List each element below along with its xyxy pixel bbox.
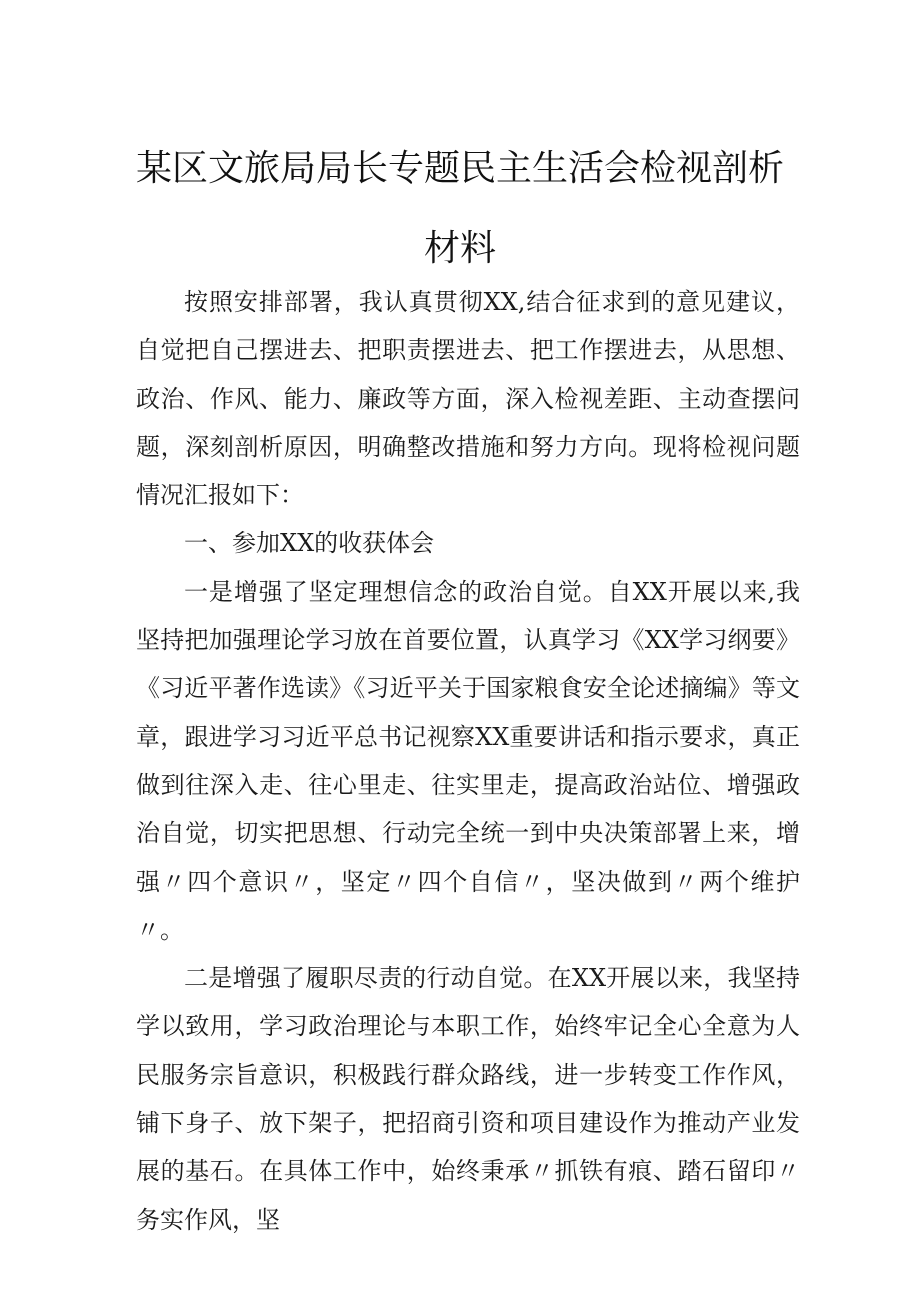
document-body (136, 278, 800, 1244)
section-heading-1: 一、参加XX的收获体会 (184, 529, 435, 558)
document-title-line-2: 材料 (423, 228, 496, 269)
document-title-line-1: 某区文旅局局长专题民主生活会检视剖析 (135, 148, 784, 189)
paragraph-point-2: 二是增强了履职尽责的行动自觉。在XX开展以来，我坚持学以致用，学习政治理论与本职工作，始终牢记全心全意为人民服务宗旨意识，积极践行群众路线，进一步转变工作作风，铺下身子、放下架子，把招商引资和项目建设作为推动产业发展的基石。在具体工作中，始终秉承〃抓铁有痕、踏石留印〃务实作风，坚 (136, 964, 800, 1234)
paragraph-point-1: 一是增强了坚定理想信念的政治自觉。自XX开展以来,我坚持把加强理论学习放在首要位置，认真学习《XX学习纲要》《习近平著作选读》《习近平关于国家粮食安全论述摘编》等文章，跟进学习习近平总书记视察XX重要讲话和指示要求，真正做到往深入走、往心里走、往实里走，提高政治站位、增强政治自觉，切实把思想、行动完全统一到中央决策部署上来，增强〃四个意识〃，坚定〃四个自信〃，坚决做到〃两个维护〃。 (136, 577, 800, 944)
paragraph-intro: 按照安排部署，我认真贯彻XX,结合征求到的意见建议，自觉把自己摆进去、把职责摆进去、把工作摆进去，从思想、政治、作风、能力、廉政等方面，深入检视差距、主动查摆问题，深刻剖析原因，明确整改措施和努力方向。现将检视问题情况汇报如下： (136, 288, 800, 510)
